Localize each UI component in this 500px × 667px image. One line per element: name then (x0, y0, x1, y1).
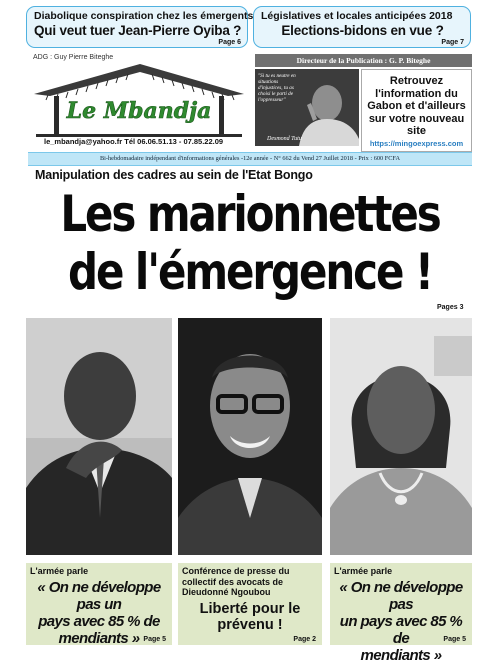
contact-line: le_mbandja@yahoo.fr Tél 06.06.51.13 - 07.85.22.09 (44, 137, 224, 146)
kicker-line-2: collectif des avocats de (182, 576, 284, 587)
story-page-ref: Page 5 (443, 636, 466, 643)
teaser-kicker: Législatives et locales anticipées 2018 (261, 10, 453, 22)
story-box-1[interactable] (26, 563, 172, 645)
story-quote (332, 579, 470, 664)
teaser-page-ref: Page 6 (218, 39, 241, 46)
quote-text: "Si tu es neutre en situations d'injustices, tu as choisi le parti de l'oppresseur" (258, 73, 296, 103)
headline-line-2: de l'émergence ! (68, 243, 432, 301)
story-box-2[interactable] (178, 563, 322, 645)
quote-photo (255, 69, 359, 146)
photo-man-center (178, 318, 322, 555)
story-kicker: L'armée parle (334, 566, 393, 576)
story-title (178, 602, 322, 633)
story-page-ref: Page 2 (293, 636, 316, 643)
newspaper-logo (28, 60, 250, 138)
teaser-headline: Qui veut tuer Jean-Pierre Oyiba ? (34, 23, 242, 38)
headline-line-1: Les marionnettes (60, 185, 440, 243)
lead-kicker: Manipulation des cadres au sein de l'Etat Bongo (35, 168, 313, 182)
quote-line-3: mendiants (360, 647, 431, 664)
kicker-line-3: Dieudonné Ngoubou (182, 587, 271, 597)
story-page-ref: Page 5 (143, 636, 166, 643)
logo-wordmark: Le Mbandja (66, 98, 212, 124)
teaser-kicker: Diabolique conspiration chez les émergents (34, 10, 254, 22)
promo-link[interactable]: https://mingoexpress.com (369, 139, 464, 148)
logo-credit: ADG : Guy Pierre Biteghe (33, 54, 114, 61)
promo-text: Retrouvez l'information du Gabon et d'ailleurs sur votre nouveau site (367, 75, 466, 137)
teaser-box-right[interactable] (253, 6, 471, 48)
quote-line-1: On ne développe pas un (48, 579, 161, 613)
photo-man-left (26, 318, 172, 555)
story-kicker (182, 566, 290, 598)
website-promo[interactable] (361, 69, 472, 152)
quote-line-1: On ne développe pas (350, 579, 463, 613)
open-quote-mark: « (339, 579, 351, 596)
teaser-headline: Elections-bidons en vue ? (281, 23, 444, 38)
quote-line-2: pays avec 85 % de (38, 613, 160, 630)
lead-headline[interactable] (40, 185, 460, 301)
quote-author: Desmond Tutu (267, 136, 302, 142)
quote-line-3: mendiants (58, 630, 129, 647)
kicker-line-1: Conférence de presse du (182, 566, 290, 576)
teaser-page-ref: Page 7 (441, 39, 464, 46)
story-box-3[interactable] (330, 563, 472, 664)
open-quote-mark: « (37, 579, 49, 596)
story-kicker: L'armée parle (30, 566, 89, 576)
publication-director: Directeur de la Publication : G. P. Biteghe (255, 54, 472, 67)
issue-info-band: Bi-hebdomadaire indépendant d'informations générales -12e année - N° 662 du Vend 27 Juillet 2018 - Prix : 600 FCFA (28, 152, 472, 166)
title-line-1: Liberté pour le (199, 601, 301, 617)
close-quote-mark: » (430, 647, 442, 664)
close-quote-mark: » (128, 630, 140, 647)
teaser-box-left[interactable] (26, 6, 254, 48)
quote-line-2: un pays avec 85 % de (339, 613, 463, 647)
lead-page-ref: Pages 3 (437, 304, 464, 311)
title-line-2: prévenu ! (217, 616, 283, 633)
photo-woman-right (330, 318, 472, 555)
